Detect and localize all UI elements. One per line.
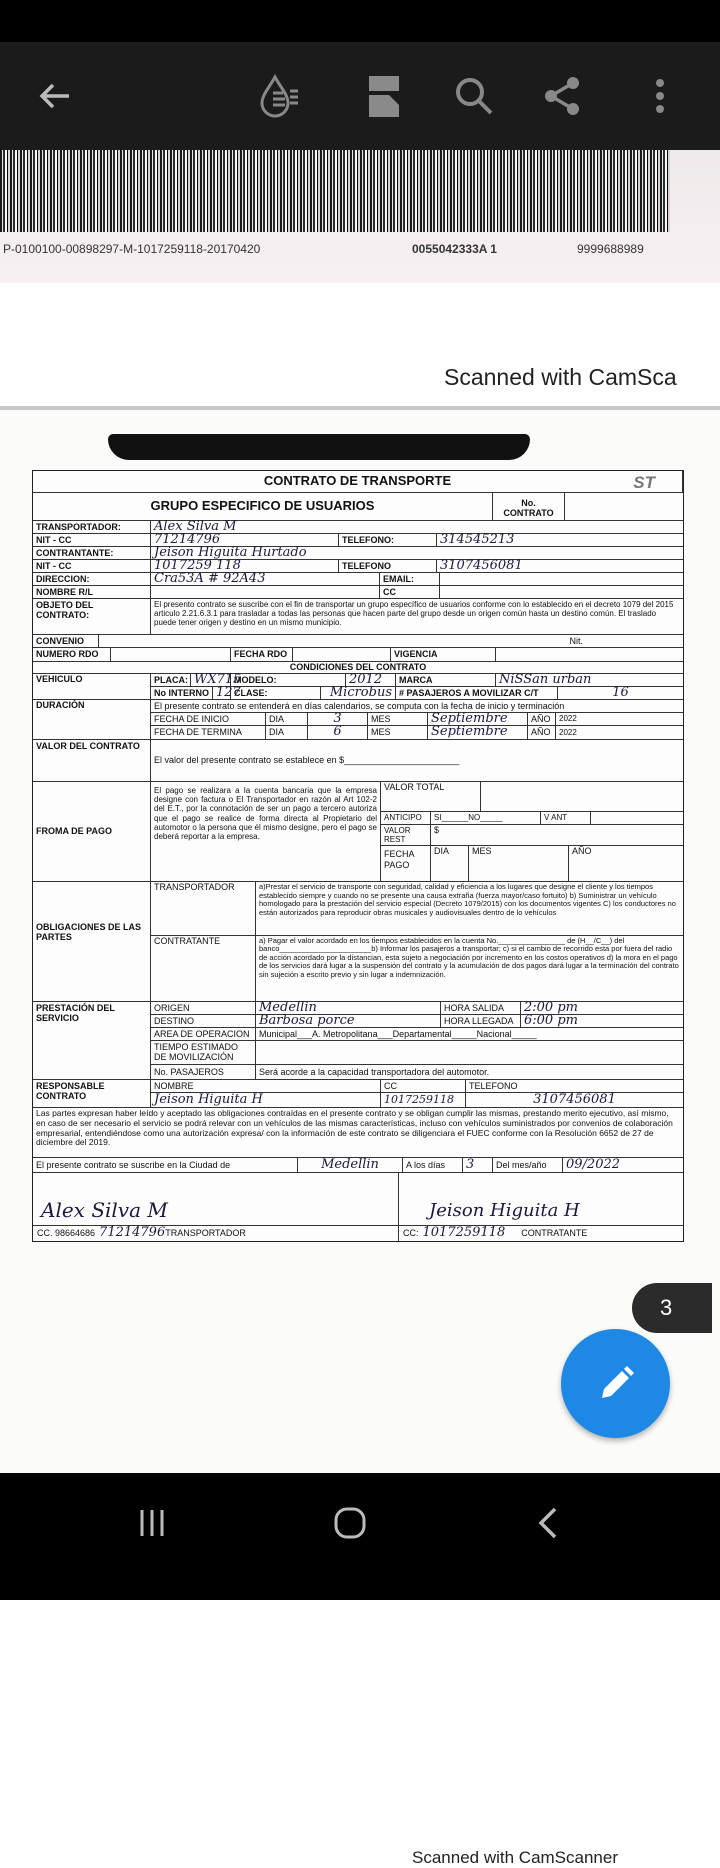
barcode-text-right: 9999688989 bbox=[577, 242, 644, 256]
value-numero-rdo bbox=[111, 648, 231, 661]
label-contratante-sign: CONTRATANTE bbox=[521, 1228, 588, 1239]
valor-text: El valor del presente contrato se establece en $_______________________ bbox=[154, 755, 460, 766]
form-subtitle: GRUPO ESPECIFICO DE USUARIOS bbox=[33, 493, 493, 520]
transportador-cc: CC. 98664686 bbox=[37, 1228, 96, 1239]
id-card-fragment bbox=[0, 150, 720, 283]
value-clase: Microbus bbox=[321, 687, 396, 700]
document-page-previous bbox=[0, 150, 720, 408]
label-nombre: NOMBRE bbox=[151, 1080, 381, 1092]
label-destino: DESTINO bbox=[151, 1015, 256, 1027]
android-nav-bar bbox=[0, 1473, 720, 1600]
label-modelo: MODELO: bbox=[231, 674, 346, 686]
label-email: EMAIL: bbox=[380, 573, 440, 585]
page-layout-icon[interactable] bbox=[362, 74, 406, 118]
value-inicio-ano: 2022 bbox=[559, 714, 577, 724]
ink-drop-icon[interactable] bbox=[258, 74, 302, 118]
value-tiempo-estimado bbox=[256, 1041, 683, 1065]
label-vehiculo: VEHICULO bbox=[33, 674, 151, 699]
label-pasajeros: # PASAJEROS A MOVILIZAR C/T bbox=[396, 687, 558, 700]
obl-contratante-text: a) Pagar el valor acordado en los tiempos establecidos en la cuenta No.________________ de (H__/C__) del banco______________________b) Informar los pasajeros a transportar; c) si el cambio de recorrido esta por fuera del radio de acción acordado por la distancian, esta sujeto a negociación por incremento en los costos operativos d) la mora en el pago de los servicios dará lugar a la suspensión del contrato y la acumulación de dos pagos dará lugar a la terminación del contrato sin sujeción a escrito previo y sin lugar a indemnización. bbox=[259, 935, 679, 980]
label-dias: A los días bbox=[403, 1158, 463, 1172]
value-interno: 127 bbox=[213, 687, 231, 700]
value-fin-dia: 6 bbox=[308, 726, 368, 739]
duracion-text: El presente contrato se entenderá en días calendarios, se computa con la fecha de inicio y terminación bbox=[154, 700, 565, 711]
value-hora-salida: 2:00 pm bbox=[524, 999, 578, 1015]
label-clase: CLASE: bbox=[231, 687, 321, 700]
value-telefono: 3107456081 bbox=[440, 557, 523, 573]
home-icon[interactable] bbox=[320, 1503, 380, 1543]
barcode-text-left: P-0100100-00898297-M-1017259118-20170420 bbox=[3, 242, 261, 256]
search-icon[interactable] bbox=[452, 74, 496, 118]
no-pasajeros-text: Será acorde a la capacidad transportadora del automotor. bbox=[259, 1066, 490, 1077]
label-fecha-termina: FECHA DE TERMINA bbox=[151, 726, 266, 739]
more-vert-icon[interactable] bbox=[638, 74, 682, 118]
value-nombre: Jeison Higuita H bbox=[151, 1093, 381, 1107]
label-nit: NIT - CC bbox=[33, 534, 151, 546]
label-direccion: DIRECCION: bbox=[33, 573, 151, 585]
label-contratante: CONTRANTANTE: bbox=[33, 547, 151, 559]
label-valor-total: VALOR TOTAL bbox=[381, 782, 481, 811]
label-tiempo-estimado: TIEMPO ESTIMADO DE MOVILIZACIÓN bbox=[151, 1041, 256, 1065]
label-ano: AÑO bbox=[528, 713, 556, 725]
value-cc: 1017259118 bbox=[381, 1093, 466, 1107]
label-telefono: TELEFONO: bbox=[339, 534, 437, 546]
top-toolbar bbox=[0, 42, 720, 150]
label-mes-ano: Del mes/año bbox=[493, 1158, 563, 1172]
label-transportador-sign: TRANSPORTADOR bbox=[165, 1228, 246, 1239]
label-marca: MARCA bbox=[396, 674, 496, 686]
value-placa: WX715 bbox=[191, 674, 231, 686]
contract-form bbox=[32, 470, 684, 1242]
label-cc: CC bbox=[381, 1080, 466, 1092]
value-marca: NiSSan urban bbox=[499, 671, 592, 687]
form-title: CONTRATO DE TRANSPORTE bbox=[33, 471, 683, 492]
value-email bbox=[440, 573, 683, 585]
label-no-pasajeros: No. PASAJEROS bbox=[151, 1065, 256, 1079]
value-telefono: 314545213 bbox=[440, 531, 515, 547]
label-origen: ORIGEN bbox=[151, 1002, 256, 1014]
no-contrato-value bbox=[565, 493, 683, 520]
value-vigencia bbox=[496, 648, 683, 661]
company-logo: ST bbox=[633, 473, 655, 492]
label-telefono: TELEFONO bbox=[339, 560, 437, 572]
value-pasajeros: 16 bbox=[612, 685, 629, 701]
value-fecha-rdo bbox=[293, 648, 391, 661]
contratante-cc-handwritten: 1017259118 bbox=[422, 1225, 506, 1241]
label-cc: CC bbox=[380, 586, 440, 598]
label-convenio: CONVENIO bbox=[33, 635, 99, 647]
area-operacion-options: Municipal___A. Metropolitana___Departamental_____Nacional_____ bbox=[259, 1028, 537, 1039]
label-vigencia: VIGENCIA bbox=[391, 648, 496, 661]
page-number-badge: 3 bbox=[632, 1283, 712, 1333]
value-telefono: 3107456081 bbox=[533, 1091, 616, 1107]
value-direccion: Cra53A # 92A43 bbox=[151, 573, 380, 585]
label-nit-convenio: Nit. bbox=[569, 635, 583, 646]
label-fecha-inicio: FECHA DE INICIO bbox=[151, 713, 266, 725]
value-hora-llegada: 6:00 pm bbox=[524, 1012, 578, 1028]
label-mes: MES bbox=[469, 846, 569, 881]
label-hora-salida: HORA SALIDA bbox=[441, 1002, 521, 1014]
label-area-operacion: AREA DE OPERACION bbox=[151, 1028, 256, 1040]
value-modelo: 2012 bbox=[346, 674, 396, 686]
label-ciudad: El presente contrato se suscribe en la Ciudad de bbox=[33, 1158, 298, 1172]
value-inicio-mes: Septiembre bbox=[428, 713, 528, 725]
no-contrato-label: No. CONTRATO bbox=[493, 493, 565, 520]
label-obligaciones: OBLIGACIONES DE LAS PARTES bbox=[33, 882, 151, 1001]
pencil-icon bbox=[596, 1364, 636, 1404]
anticipo-si-no: SI______NO_____ bbox=[431, 812, 541, 824]
status-bar bbox=[0, 0, 720, 42]
back-nav-icon[interactable] bbox=[518, 1503, 578, 1543]
label-placa: PLACA: bbox=[151, 674, 191, 686]
signature-contratante: Jeison Higuita H bbox=[429, 1200, 580, 1221]
label-fecha-pago: FECHA PAGO bbox=[381, 846, 431, 881]
value-v-ant bbox=[591, 812, 683, 824]
label-mes: MES bbox=[368, 726, 428, 739]
label-anticipo: ANTICIPO bbox=[381, 812, 431, 824]
label-mes: MES bbox=[368, 713, 428, 725]
value-cc bbox=[440, 586, 683, 598]
share-icon[interactable] bbox=[541, 74, 585, 118]
barcode bbox=[0, 150, 670, 232]
label-v-ant: V ANT bbox=[541, 812, 591, 824]
label-obl-contratante: CONTRATANTE bbox=[151, 936, 256, 1001]
scanned-watermark: Scanned with CamScanner bbox=[412, 1848, 619, 1867]
recent-apps-icon[interactable] bbox=[122, 1503, 182, 1543]
label-forma-pago: FROMA DE PAGO bbox=[33, 782, 151, 881]
value-nit: 1017259 118 bbox=[151, 560, 339, 572]
value-nombre-rl bbox=[151, 586, 380, 598]
value-valor-total bbox=[481, 782, 683, 811]
barcode-text-mid: 0055042333A 1 bbox=[412, 242, 497, 256]
value-dias: 3 bbox=[463, 1158, 493, 1172]
label-ano: AÑO bbox=[528, 726, 556, 739]
label-obl-transportador: TRANSPORTADOR bbox=[151, 882, 256, 935]
scanned-watermark: Scanned with CamSca bbox=[444, 364, 677, 390]
label-fecha-rdo: FECHA RDO bbox=[231, 648, 293, 661]
label-valor: VALOR DEL CONTRATO bbox=[33, 740, 151, 781]
value-origen: Medellin bbox=[256, 1002, 441, 1014]
value-inicio-dia: 3 bbox=[308, 713, 368, 725]
pago-text: El pago se realizara a la cuenta bancaria que la empresa designe con factura o El Transportador en razón al Art 102-2 del E.T., por la connotación de ser un pago a tercero autoriza que el pago se realice de forma directa al Propietario del automotor o la persona que él mismo designe, pero el pago se deberá reportar a la empresa. bbox=[151, 782, 381, 881]
signature-transportador: Alex Silva M bbox=[41, 1198, 168, 1222]
label-telefono: TELEFONO bbox=[469, 1080, 518, 1091]
label-numero-rdo: NUMERO RDO bbox=[33, 648, 111, 661]
label-nit: NIT - CC bbox=[33, 560, 151, 572]
label-duracion: DURACIÓN bbox=[33, 700, 151, 739]
value-fin-mes: Septiembre bbox=[428, 726, 528, 739]
edit-fab-button[interactable] bbox=[561, 1329, 670, 1438]
label-prestacion: PRESTACIÓN DEL SERVICIO bbox=[33, 1002, 151, 1079]
transportador-cc-handwritten: 71214796 bbox=[99, 1225, 166, 1241]
value-fin-ano: 2022 bbox=[559, 727, 577, 737]
value-nit: 71214796 bbox=[151, 534, 339, 546]
clipboard-clip bbox=[108, 434, 530, 460]
value-valor-rest: $ bbox=[434, 824, 440, 835]
obl-transportador-text: a)Prestar el servicio de transporte con seguridad, calidad y eficiencia a los lugares que designe el cliente y los tiempos establecido siempre y cuando no se presente una causa extraña (fuerza mayor/caso fortuito) b) Suministrar un vehículo homologado para la prestación del servicio especial (Decreto 1079/2015) con los documentos vigentes C) los conductores no están autorizados para reproducir obras musicales y audiovisuales dentro de lo vehículos bbox=[259, 882, 676, 917]
value-destino: Barbosa porce bbox=[256, 1015, 441, 1027]
clausula-text: Las partes expresan haber leído y aceptado las obligaciones contraídas en el presente contrato y se obligan cumplir las mismas, prestando merito ejecutivo, así mismo, en caso de ser necesario el servicio se podrá relevar con un vehículos de las mismas características, incluso con vehículos suministrados por convenios de colaboración empresarial, entendiéndose como una autorización expresa/ con la información de este contrato se diligenciara el FUEC conforme con la Resolución 6652 de 27 de diciembre del 2019. bbox=[36, 1108, 673, 1148]
value-contratante: Jeison Higuita Hurtado bbox=[154, 544, 307, 560]
section-condiciones: CONDICIONES DEL CONTRATO bbox=[289, 662, 427, 673]
objeto-text: El presento contrato se suscribe con el fin de transportar un grupo específico de usuarios conforme con lo establecido en el decreto 1079 del 2015 articulo 2.21.6.3.1 para trasladar a todas las personas que hacen parte del grupo desde un origen común hasta un destino común. El traslado puede tener origen y destino en un mismo municipio. bbox=[154, 600, 674, 628]
label-nombre-rl: NOMBRE R/L bbox=[33, 586, 151, 598]
label-transportador: TRANSPORTADOR: bbox=[33, 521, 151, 533]
label-valor-rest: VALOR REST bbox=[381, 825, 431, 846]
label-ano: AÑO bbox=[572, 846, 592, 857]
value-mes-ano: 09/2022 bbox=[566, 1156, 621, 1172]
contratante-cc: CC: bbox=[403, 1228, 419, 1239]
value-transportador: Alex Silva M bbox=[154, 518, 237, 534]
label-dia: DIA bbox=[431, 846, 469, 881]
back-arrow-icon[interactable] bbox=[33, 74, 77, 118]
label-hora-llegada: HORA LLEGADA bbox=[441, 1015, 521, 1027]
label-dia: DIA bbox=[266, 726, 308, 739]
label-interno: No INTERNO bbox=[151, 687, 213, 700]
label-objeto: OBJETO DEL CONTRATO: bbox=[33, 599, 151, 634]
value-ciudad: Medellin bbox=[298, 1158, 403, 1172]
label-responsable: RESPONSABLE CONTRATO bbox=[33, 1080, 151, 1107]
label-dia: DIA bbox=[266, 713, 308, 725]
